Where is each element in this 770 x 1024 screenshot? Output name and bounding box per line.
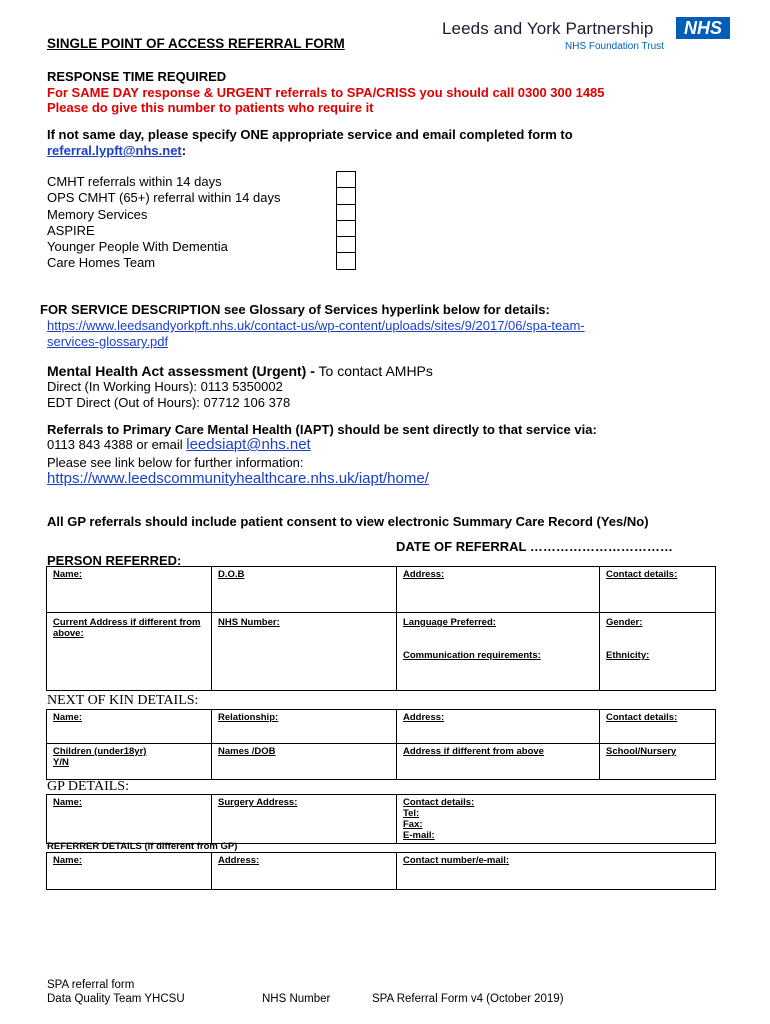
- person-dob-cell[interactable]: [212, 567, 397, 613]
- referral-email-colon: :: [181, 143, 187, 158]
- kin-contact-label: Contact details:: [606, 712, 678, 723]
- person-name-label: Name:: [53, 569, 83, 580]
- referral-email-line: [47, 143, 186, 159]
- footer-nhs-number: NHS Number: [262, 993, 331, 1005]
- person-communication-label: Communication requirements:: [403, 650, 541, 661]
- mha-direct: Direct (In Working Hours): 0113 5350002: [47, 379, 283, 394]
- iapt-contact-line: [47, 437, 311, 453]
- person-nhs-number-label: NHS Number:: [218, 617, 280, 628]
- kin-school-label: School/Nursery: [606, 746, 677, 757]
- gp-contact-label: Contact details:: [403, 797, 475, 808]
- person-referred-table: [46, 566, 716, 691]
- response-heading: RESPONSE TIME REQUIRED: [47, 69, 227, 84]
- gp-surgery-cell[interactable]: [212, 795, 397, 844]
- person-address-cell[interactable]: [397, 567, 600, 613]
- urgent-line-1: For SAME DAY response & URGENT referrals to SPA/CRISS you should call 0300 300 1485: [47, 85, 605, 100]
- service-checkbox[interactable]: [336, 187, 356, 204]
- kin-address-diff-label: Address if different from above: [403, 746, 544, 757]
- service-item: Younger People With Dementia: [47, 239, 228, 255]
- form-title: SINGLE POINT OF ACCESS REFERRAL FORM: [47, 36, 345, 51]
- org-name: Leeds and York Partnership: [442, 19, 654, 38]
- person-current-address-label: Current Address if different from above:: [53, 617, 201, 639]
- gp-name-cell[interactable]: [47, 795, 212, 844]
- service-checkbox[interactable]: [336, 204, 356, 221]
- referral-email-link[interactable]: referral.lypft@nhs.net: [47, 143, 182, 158]
- next-of-kin-table: [46, 709, 716, 780]
- kin-school-cell[interactable]: [600, 744, 716, 780]
- person-nhs-number-cell[interactable]: [212, 613, 397, 691]
- referrer-heading: REFERRER DETAILS (if different from GP): [47, 841, 238, 852]
- gp-consent-text: All GP referrals should include patient consent to view electronic Summary Care Record (Yes/No): [47, 514, 649, 529]
- service-checkbox[interactable]: [336, 171, 356, 188]
- service-item: Care Homes Team: [47, 255, 156, 271]
- nhs-logo: NHS: [676, 17, 730, 39]
- kin-address-label: Address:: [403, 712, 445, 723]
- gp-fax-label: Fax:: [403, 819, 423, 830]
- iapt-email-link[interactable]: leedsiapt@nhs.net: [186, 436, 311, 453]
- footer-version: SPA Referral Form v4 (October 2019): [372, 993, 564, 1005]
- service-list: [47, 174, 280, 272]
- referrer-table: [46, 852, 716, 890]
- kin-names-dob-cell[interactable]: [212, 744, 397, 780]
- gp-email-label: E-mail:: [403, 830, 435, 841]
- kin-relationship-cell[interactable]: [212, 710, 397, 744]
- person-gender-cell[interactable]: [600, 613, 716, 691]
- referrer-name-label: Name:: [53, 855, 83, 866]
- person-referred-heading: PERSON REFERRED:: [47, 553, 182, 568]
- glossary-link-line-1[interactable]: https://www.leedsandyorkpft.nhs.uk/contact-us/wp-content/uploads/sites/9/2017/06/spa-team-: [47, 318, 585, 333]
- kin-name-label: Name:: [53, 712, 83, 723]
- referrer-name-cell[interactable]: [47, 853, 212, 890]
- service-checkbox[interactable]: [336, 252, 356, 269]
- mha-heading: [47, 363, 433, 379]
- gp-tel-label: Tel:: [403, 808, 420, 819]
- footer-team: Data Quality Team YHCSU: [47, 993, 185, 1005]
- date-of-referral: DATE OF REFERRAL ……………………………: [396, 539, 673, 554]
- kin-names-dob-label: Names /DOB: [218, 746, 276, 757]
- iapt-see-link: Please see link below for further information:: [47, 455, 304, 470]
- service-checkbox[interactable]: [336, 220, 356, 237]
- person-dob-label: D.O.B: [218, 569, 245, 580]
- service-item: ASPIRE: [47, 222, 95, 238]
- iapt-url-link[interactable]: https://www.leedscommunityhealthcare.nhs.uk/iapt/home/: [47, 470, 429, 487]
- kin-children-cell[interactable]: [47, 744, 212, 780]
- service-item: Memory Services: [47, 206, 148, 222]
- gp-details-table: [46, 794, 716, 844]
- person-current-address-cell[interactable]: [47, 613, 212, 691]
- referrer-contact-cell[interactable]: [397, 853, 716, 890]
- person-language-cell[interactable]: [397, 613, 600, 691]
- mha-heading-suffix: To contact AMHPs: [314, 363, 433, 379]
- gp-surgery-label: Surgery Address:: [218, 797, 298, 808]
- person-address-label: Address:: [403, 569, 445, 580]
- person-contact-cell[interactable]: [600, 567, 716, 613]
- service-checkbox[interactable]: [336, 236, 356, 253]
- person-gender-label: Gender:: [606, 617, 643, 628]
- glossary-link-line-2[interactable]: services-glossary.pdf: [47, 334, 169, 349]
- gp-details-heading: GP DETAILS:: [47, 779, 129, 794]
- person-contact-label: Contact details:: [606, 569, 678, 580]
- kin-relationship-label: Relationship:: [218, 712, 279, 723]
- footer-form-name: SPA referral form: [47, 979, 135, 991]
- kin-children-yn: Y/N: [53, 757, 69, 768]
- kin-name-cell[interactable]: [47, 710, 212, 744]
- glossary-heading: FOR SERVICE DESCRIPTION see Glossary of Services hyperlink below for details:: [40, 302, 550, 317]
- trust-name: NHS Foundation Trust: [565, 41, 664, 52]
- kin-contact-cell[interactable]: [600, 710, 716, 744]
- referrer-contact-label: Contact number/e-mail:: [403, 855, 510, 866]
- urgent-line-2: Please do give this number to patients who require it: [47, 100, 374, 115]
- service-item: CMHT referrals within 14 days: [47, 174, 222, 189]
- service-checkbox-column: [336, 172, 356, 270]
- person-language-label: Language Preferred:: [403, 617, 496, 628]
- iapt-heading: Referrals to Primary Care Mental Health (IAPT) should be sent directly to that service via:: [47, 422, 597, 437]
- kin-address-diff-cell[interactable]: [397, 744, 600, 780]
- kin-children-label: Children (under18yr): [53, 746, 147, 757]
- kin-address-cell[interactable]: [397, 710, 600, 744]
- gp-name-label: Name:: [53, 797, 83, 808]
- referrer-address-label: Address:: [218, 855, 260, 866]
- referrer-address-cell[interactable]: [212, 853, 397, 890]
- person-ethnicity-label: Ethnicity:: [606, 650, 650, 661]
- not-same-day-text: If not same day, please specify ONE appropriate service and email completed form to: [47, 127, 573, 142]
- iapt-phone: 0113 843 4388 or email: [47, 437, 187, 452]
- service-item: OPS CMHT (65+) referral within 14 days: [47, 190, 281, 206]
- next-of-kin-heading: NEXT OF KIN DETAILS:: [47, 693, 199, 708]
- gp-contact-cell[interactable]: [397, 795, 716, 844]
- mha-heading-bold: Mental Health Act assessment (Urgent) -: [47, 363, 315, 379]
- mha-edt: EDT Direct (Out of Hours): 07712 106 378: [47, 395, 291, 410]
- person-name-cell[interactable]: [47, 567, 212, 613]
